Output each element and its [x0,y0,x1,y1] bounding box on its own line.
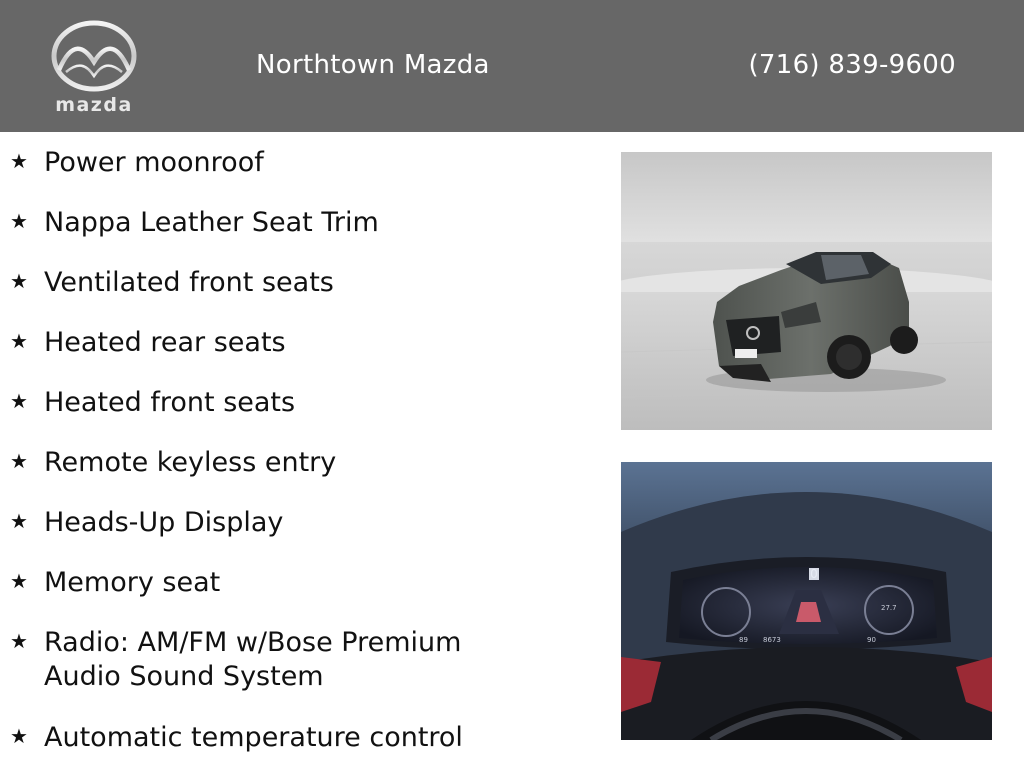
vehicle-exterior-photo[interactable] [621,152,992,430]
star-icon: ★ [10,329,28,353]
feature-text: Radio: AM/FM w/Bose Premium Audio Sound System [44,627,462,692]
feature-text: Ventilated front seats [44,267,334,298]
mazda-logo[interactable] [42,18,146,116]
dealer-phone[interactable]: (716) 839-9600 [748,50,956,80]
star-icon: ★ [10,449,28,473]
feature-item [10,386,504,420]
feature-item [10,566,504,600]
feature-item [10,721,504,755]
feature-text: Memory seat [44,567,221,598]
left-readout: 89 [739,636,748,644]
suv-exterior-image [621,152,992,430]
star-icon: ★ [10,389,28,413]
star-icon: ★ [10,509,28,533]
header-bar [0,0,1024,132]
mazda-logo-mark [42,18,146,116]
feature-item [10,146,504,180]
speed-readout: 0 [810,567,818,581]
logo-wordmark: mazda [55,94,133,116]
dealer-name: Northtown Mazda [256,50,490,80]
star-icon: ★ [10,724,28,748]
feature-text: Power moonroof [44,147,264,178]
dashboard-image [621,462,992,740]
feature-text: Nappa Leather Seat Trim [44,207,379,238]
star-icon: ★ [10,269,28,293]
feature-text: Remote keyless entry [44,447,337,478]
right-readout: 27.7 [881,604,897,612]
instrument-cluster-photo[interactable] [621,462,992,740]
odometer-readout: 8673 [763,636,781,644]
star-icon: ★ [10,149,28,173]
feature-text: Automatic temperature control [44,722,463,753]
feature-text: Heads-Up Display [44,507,284,538]
feature-item [10,626,504,694]
star-icon: ★ [10,209,28,233]
feature-item [10,506,504,540]
feature-text: Heated rear seats [44,327,286,358]
feature-item [10,266,504,300]
star-icon: ★ [10,629,28,653]
feature-item [10,206,504,240]
feature-text: Heated front seats [44,387,296,418]
feature-item [10,326,504,360]
right-small-readout: 90 [867,636,876,644]
feature-item [10,446,504,480]
star-icon: ★ [10,569,28,593]
